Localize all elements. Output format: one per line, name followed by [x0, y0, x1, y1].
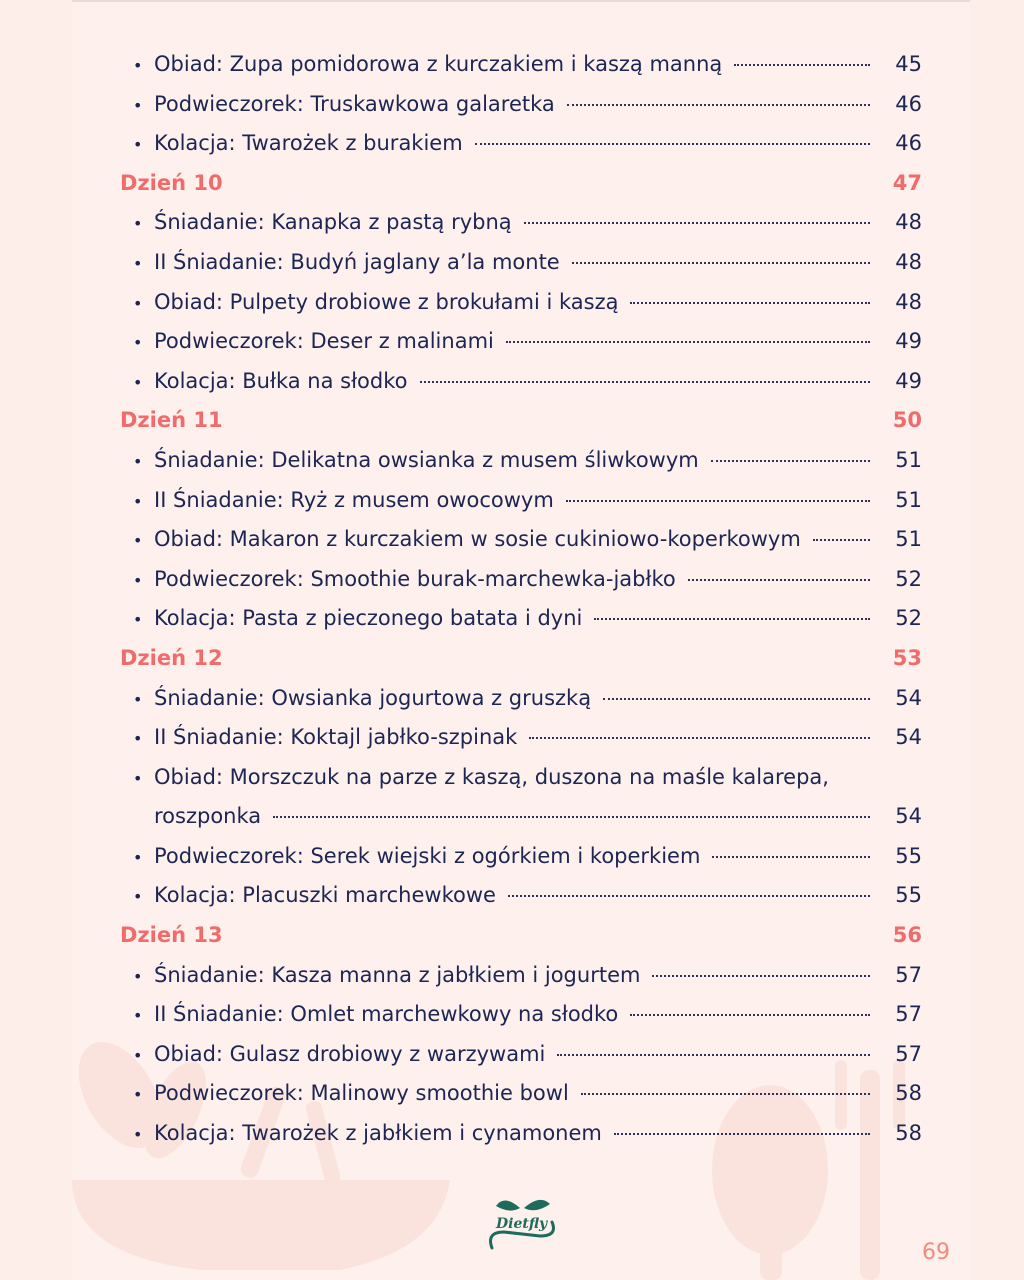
spoon-handle-icon — [760, 1240, 782, 1280]
entry-title: Obiad: Pulpety drobiowe z brokułami i kaszą — [154, 289, 619, 314]
toc-entry — [120, 283, 922, 323]
page-ref: 57 — [895, 1041, 922, 1066]
toc-entry — [120, 85, 922, 125]
page-ref: 57 — [895, 1002, 922, 1027]
entry-title: Śniadanie: Delikatna owsianka z musem śliwkowym — [154, 447, 699, 472]
page-ref: 45 — [895, 52, 922, 76]
entry-title: Obiad: Makaron z kurczakiem w sosie cukiniowo-koperkowym — [154, 527, 801, 552]
toc-entry — [120, 797, 922, 837]
page-ref: 48 — [895, 289, 922, 314]
toc-entry — [120, 560, 922, 600]
entry-title: Śniadanie: Kanapka z pastą rybną — [154, 210, 512, 235]
toc-entry — [120, 124, 922, 164]
dot-leader — [529, 737, 870, 739]
toc-entry — [120, 45, 922, 85]
dot-leader — [734, 64, 870, 66]
dot-leader — [594, 618, 870, 620]
toc-entry — [120, 599, 922, 639]
bullet-icon: • — [133, 729, 143, 749]
page-ref: 49 — [895, 368, 922, 393]
dot-leader — [630, 302, 870, 304]
entry-title: Śniadanie: Kasza manna z jabłkiem i jogurtem — [154, 962, 641, 987]
logo-leaf-icon — [496, 1200, 520, 1210]
dot-leader — [630, 1014, 870, 1016]
bullet-icon: • — [133, 293, 143, 313]
bullet-icon: • — [133, 689, 143, 709]
page-ref: 54 — [895, 804, 922, 829]
toc-entry — [120, 520, 922, 560]
table-of-contents — [120, 45, 922, 1154]
toc-entry — [120, 876, 922, 916]
page-ref: 51 — [895, 487, 922, 512]
dot-leader — [557, 1054, 870, 1056]
dot-leader — [614, 1133, 870, 1135]
toc-day-heading — [120, 639, 922, 679]
page-ref: 47 — [892, 170, 922, 195]
bullet-icon: • — [133, 531, 143, 551]
day-title: Dzień 11 — [120, 408, 223, 433]
dot-leader — [508, 895, 870, 897]
dot-leader — [506, 341, 870, 343]
entry-title: II Śniadanie: Ryż z musem owocowym — [154, 487, 554, 512]
toc-entry — [120, 995, 922, 1035]
toc-entry — [120, 837, 922, 877]
entry-title: Kolacja: Twarożek z burakiem — [154, 131, 463, 156]
toc-entry — [120, 203, 922, 243]
bullet-icon: • — [133, 95, 143, 115]
entry-title: II Śniadanie: Budyń jaglany a’la monte — [154, 249, 560, 274]
dot-leader — [688, 579, 870, 581]
dot-leader — [572, 262, 870, 264]
toc-day-heading — [120, 401, 922, 441]
bullet-icon: • — [133, 135, 143, 155]
day-title: Dzień 13 — [120, 923, 223, 948]
entry-title: Kolacja: Twarożek z jabłkiem i cynamonem — [154, 1121, 602, 1146]
day-title: Dzień 12 — [120, 645, 223, 670]
page-ref: 55 — [895, 843, 922, 868]
entry-title: Podwieczorek: Deser z malinami — [154, 329, 494, 354]
toc-entry — [120, 956, 922, 996]
page-ref: 51 — [895, 447, 922, 472]
dot-leader — [712, 856, 870, 858]
bullet-icon: • — [133, 966, 143, 986]
toc-entry — [120, 441, 922, 481]
toc-entry — [120, 481, 922, 521]
page-ref: 55 — [895, 883, 922, 908]
page-ref: 57 — [895, 962, 922, 987]
bullet-icon: • — [133, 372, 143, 392]
toc-entry — [120, 243, 922, 283]
toc-day-heading — [120, 164, 922, 204]
entry-title: Kolacja: Placuszki marchewkowe — [154, 883, 496, 908]
page-ref: 52 — [895, 566, 922, 591]
bullet-icon: • — [133, 214, 143, 234]
bullet-icon: • — [133, 768, 143, 788]
dot-leader — [566, 500, 870, 502]
dot-leader — [273, 816, 870, 818]
entry-title: Obiad: Gulasz drobiowy z warzywami — [154, 1041, 546, 1066]
logo-text: Dietfly — [496, 1216, 548, 1232]
page-ref: 58 — [895, 1081, 922, 1106]
dot-leader — [711, 460, 870, 462]
bowl-icon — [72, 1180, 450, 1270]
bullet-icon: • — [133, 253, 143, 273]
page-ref: 49 — [895, 329, 922, 354]
bullet-icon: • — [133, 1125, 143, 1145]
page-ref: 51 — [895, 527, 922, 552]
page-ref: 54 — [895, 725, 922, 750]
page-number: 69 — [922, 1240, 950, 1265]
entry-title: Obiad: Morszczuk na parze z kaszą, duszona na maśle kalarepa, — [154, 764, 829, 789]
bullet-icon: • — [133, 887, 143, 907]
entry-title: Podwieczorek: Serek wiejski z ogórkiem i koperkiem — [154, 843, 701, 868]
entry-title: Podwieczorek: Smoothie burak-marchewka-jabłko — [154, 566, 676, 591]
dot-leader — [524, 222, 870, 224]
toc-entry — [120, 362, 922, 402]
page-ref: 54 — [895, 685, 922, 710]
entry-title: Śniadanie: Owsianka jogurtowa z gruszką — [154, 685, 592, 710]
page-ref: 56 — [892, 923, 922, 948]
entry-title: Kolacja: Bułka na słodko — [154, 368, 408, 393]
dot-leader — [652, 975, 870, 977]
bullet-icon: • — [133, 570, 143, 590]
entry-title: II Śniadanie: Omlet marchewkowy na słodko — [154, 1002, 619, 1027]
toc-entry — [120, 322, 922, 362]
dot-leader — [475, 143, 870, 145]
day-title: Dzień 10 — [120, 170, 223, 195]
page-ref: 46 — [895, 131, 922, 156]
bullet-icon: • — [133, 847, 143, 867]
dot-leader — [813, 539, 870, 541]
page-ref: 48 — [895, 249, 922, 274]
bullet-icon: • — [133, 451, 143, 471]
page-ref: 58 — [895, 1121, 922, 1146]
page-ref: 53 — [892, 645, 922, 670]
toc-entry — [120, 1074, 922, 1114]
dot-leader — [420, 381, 871, 383]
toc-entry — [120, 679, 922, 719]
logo-leaf-icon — [524, 1200, 550, 1210]
page-ref: 48 — [895, 210, 922, 235]
bullet-icon: • — [133, 56, 143, 75]
entry-title: II Śniadanie: Koktajl jabłko-szpinak — [154, 725, 518, 750]
toc-entry — [120, 1114, 922, 1154]
bullet-icon: • — [133, 333, 143, 353]
dot-leader — [567, 104, 870, 106]
entry-title: Obiad: Zupa pomidorowa z kurczakiem i kaszą manną — [154, 52, 723, 76]
page-ref: 46 — [895, 91, 922, 116]
dot-leader — [581, 1093, 870, 1095]
dietfly-logo — [482, 1192, 564, 1254]
bullet-icon: • — [133, 610, 143, 630]
bullet-icon: • — [133, 1085, 143, 1105]
page-ref: 50 — [892, 408, 922, 433]
toc-day-heading — [120, 916, 922, 956]
entry-title: roszponka — [154, 804, 262, 829]
dot-leader — [603, 698, 870, 700]
entry-title: Podwieczorek: Truskawkowa galaretka — [154, 91, 555, 116]
toc-entry — [120, 718, 922, 758]
bullet-icon: • — [133, 1045, 143, 1065]
bullet-icon: • — [133, 1006, 143, 1026]
toc-entry — [120, 1035, 922, 1075]
entry-title: Podwieczorek: Malinowy smoothie bowl — [154, 1081, 569, 1106]
entry-title: Kolacja: Pasta z pieczonego batata i dyni — [154, 606, 583, 631]
toc-entry — [120, 758, 922, 798]
page-ref: 52 — [895, 606, 922, 631]
bullet-icon: • — [133, 491, 143, 511]
